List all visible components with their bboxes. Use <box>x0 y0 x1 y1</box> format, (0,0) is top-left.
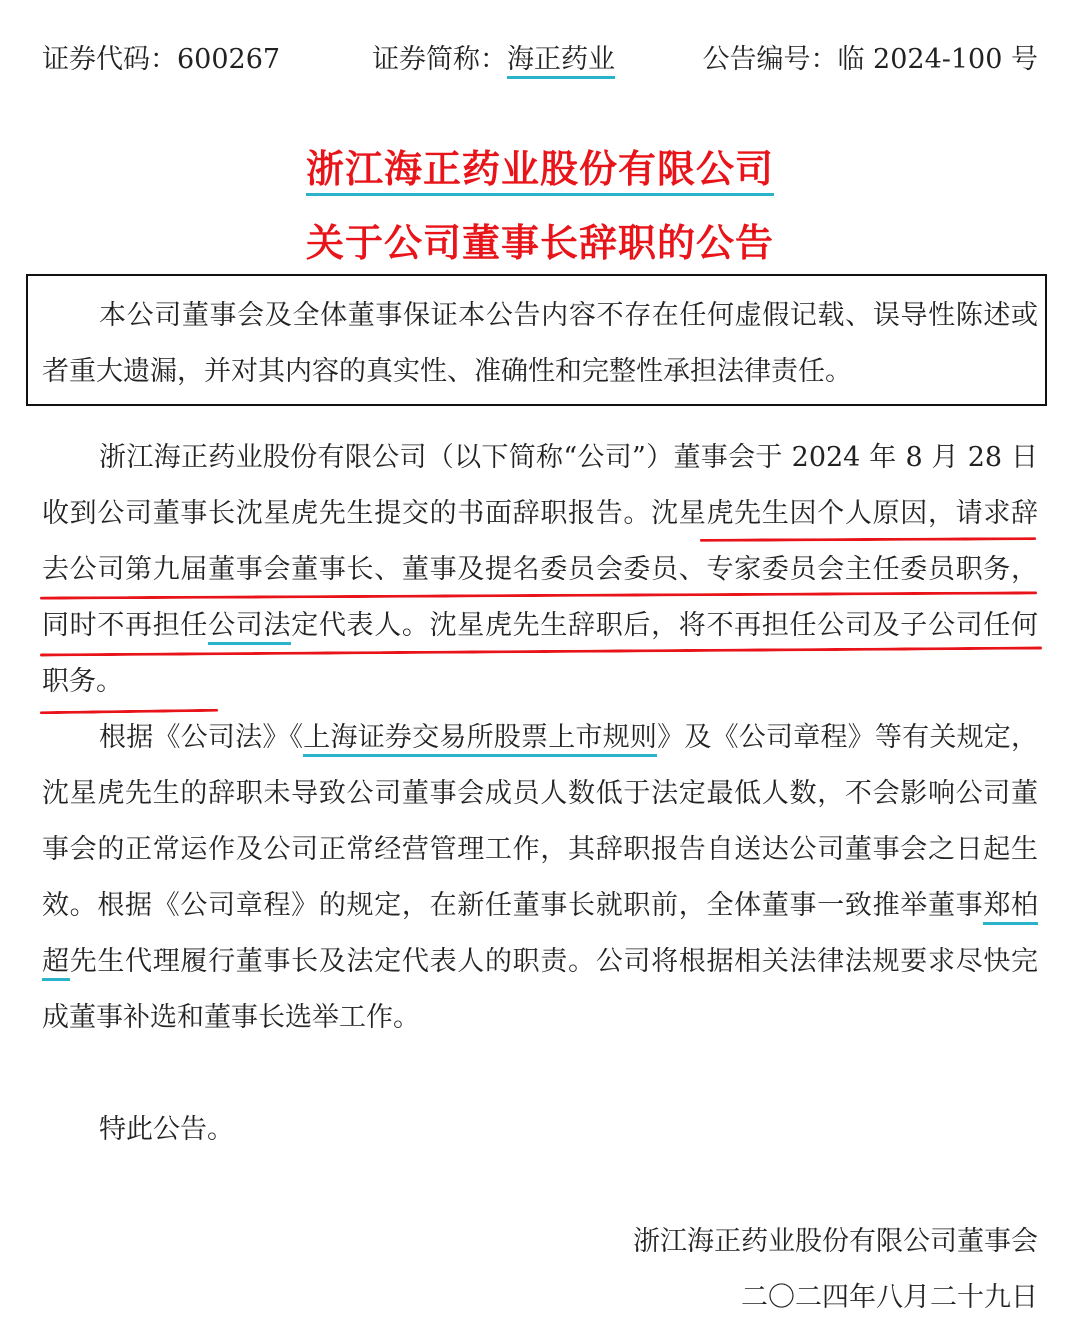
security-abbreviation-label: 证券简称： <box>372 44 507 75</box>
paragraph-legal-basis-start: 根据《公司法》《 <box>99 722 304 753</box>
announcement-title: 关于公司董事长辞职的公告 <box>305 221 774 265</box>
signature-date: 二〇二四年八月二十九日 <box>741 1282 1038 1313</box>
listing-rules-term: 上海证券交易所股票上市规则 <box>303 722 657 757</box>
paragraph-resignation-end: 定代表人。沈星虎先生辞职后，将不再担任公司及子公司任何职务。 <box>42 610 1039 697</box>
company-title <box>0 138 1080 193</box>
announcement-number: 公告编号：临 2024-100 号 <box>702 44 1038 75</box>
security-abbreviation-value: 海正药业 <box>507 44 615 79</box>
paragraph-legal-basis-middle: 》及《公司章程》等有关规定，沈星虎先生的辞职未导致公司董事会成员人数低于法定最低人数，不会影响公司董事会的正常运作及公司正常经营管理工作，其辞职报告自送达公司董事会之日起生效。根据《公司章程》的规定，在新任董事长就职前，全体董事一致推举董事 <box>42 722 1039 921</box>
company-law-term: 公司法 <box>208 610 291 645</box>
security-code-label: 证券代码： <box>42 44 177 75</box>
signature-organization: 浙江海正药业股份有限公司董事会 <box>633 1226 1038 1257</box>
closing-statement: 特此公告。 <box>99 1114 234 1145</box>
acting-director-name: 郑柏超 <box>42 890 1038 981</box>
paragraph-resignation <box>42 430 1038 710</box>
paragraph-resignation-reason: 沈星虎先生因个人原因，请求辞去公司第九届董事会董事长、董事及提名委员会委员、专家委员会主任委员职务，同时不再担任 <box>42 498 1039 641</box>
security-code-value: 600267 <box>177 44 281 75</box>
disclaimer-text: 本公司董事会及全体董事保证本公告内容不存在任何虚假记载、误导性陈述或者重大遗漏，并对其内容的真实性、准确性和完整性承担法律责任。 <box>42 300 1038 387</box>
disclaimer-box <box>26 274 1047 406</box>
security-abbreviation <box>372 38 615 82</box>
paragraph-legal-basis-end: 先生代理履行董事长及法定代表人的职责。公司将根据相关法律法规要求尽快完成董事补选和董事长选举工作。 <box>42 946 1039 1033</box>
document-header <box>42 38 1038 82</box>
company-title-text: 浙江海正药业股份有限公司 <box>306 147 774 196</box>
paragraph-resignation-intro: 浙江海正药业股份有限公司（以下简称“公司”）董事会于 2024 年 8 月 28 日收到公司董事长沈星虎先生提交的书面辞职报告。 <box>42 442 1038 529</box>
security-code <box>42 38 280 82</box>
paragraph-legal-basis <box>42 710 1038 1046</box>
